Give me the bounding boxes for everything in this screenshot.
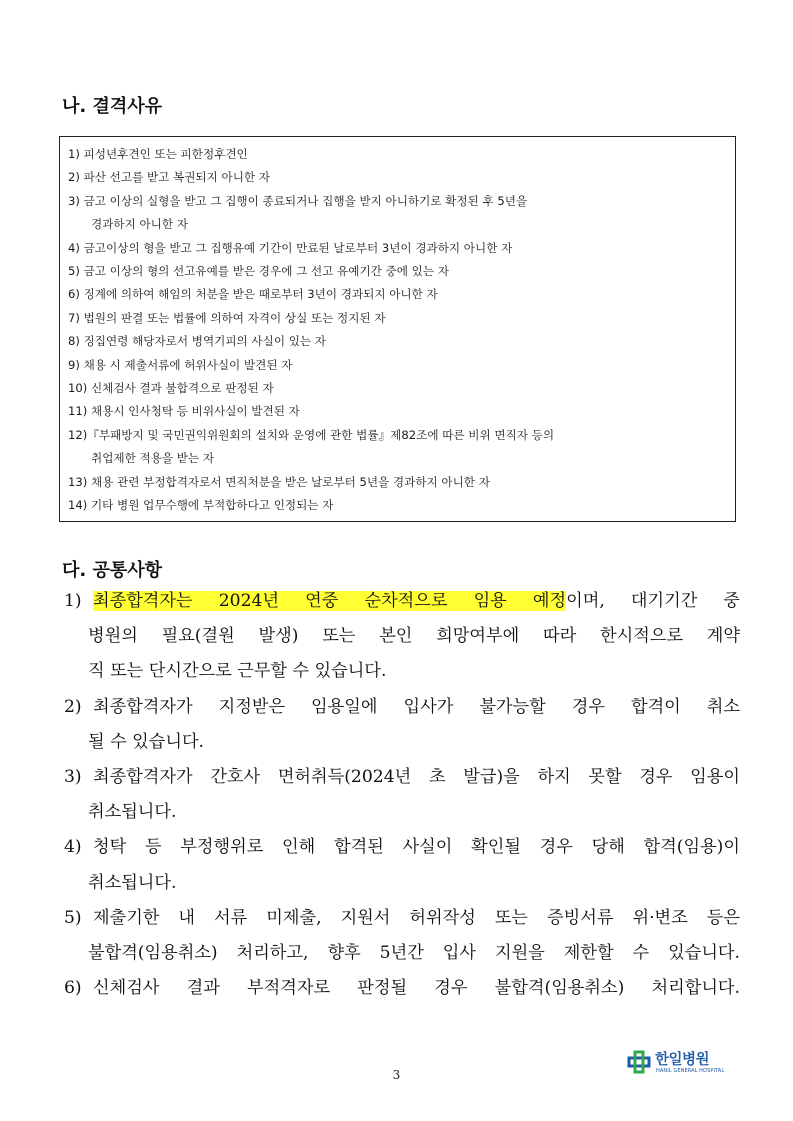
common-item-1-continued: 직 또는 단시간으로 근무할 수 있습니다. [88, 661, 387, 682]
item-text: 이며, 대기기간 중 [566, 591, 740, 611]
disqualification-item: 3) 금고 이상의 실형을 받고 그 집행이 종료되거나 집행을 받지 아니하기로 확정된 후 5년을 [68, 193, 528, 208]
item-number: 4) [64, 837, 82, 858]
section-title-disqualification: 나. 결격사유 [62, 96, 163, 117]
logo-english-text: HANIL GENERAL HOSPITAL [656, 1068, 725, 1074]
item-text: 신체검사 결과 부적격자로 판정될 경우 불합격(임용취소) 처리합니다. [93, 978, 740, 999]
disqualification-item: 6) 징계에 의하여 해임의 처분을 받은 때로부터 3년이 경과되지 아니한 자 [68, 287, 438, 302]
disqualification-item: 14) 기타 병원 업무수행에 부적합하다고 인정되는 자 [68, 498, 334, 513]
common-item-3 [64, 760, 740, 795]
common-item-1 [64, 584, 740, 619]
common-item-5 [64, 901, 740, 936]
disqualification-item: 4) 금고이상의 형을 받고 그 집행유예 기간이 만료된 날로부터 3년이 경과하지 아니한 자 [68, 240, 513, 255]
disqualification-item: 10) 신체검사 결과 불합격으로 판정된 자 [68, 381, 274, 396]
item-number: 3) [64, 767, 82, 788]
common-item-3-continued: 취소됩니다. [88, 802, 177, 823]
hospital-logo [627, 1048, 737, 1078]
disqualification-item: 12)『부패방지 및 국민권익위원회의 설치와 운영에 관한 법률』제82조에 따른 비위 면직자 등의 [68, 427, 555, 442]
common-item-2-continued: 될 수 있습니다. [88, 731, 205, 752]
hospital-cross-icon [627, 1050, 651, 1074]
highlighted-text: 최종합격자는 2024년 연중 순차적으로 임용 예정 [93, 591, 567, 611]
item-number: 6) [64, 978, 82, 999]
item-number: 5) [64, 907, 82, 928]
item-text: 최종합격자가 지정받은 임용일에 입사가 불가능할 경우 합격이 취소 [93, 696, 740, 717]
item-number: 2) [64, 696, 82, 717]
disqualification-item-continued: 경과하지 아니한 자 [91, 217, 188, 232]
item-text: 최종합격자가 간호사 면허취득(2024년 초 발급)을 하지 못할 경우 임용이 [93, 767, 740, 788]
disqualification-item: 9) 채용 시 제출서류에 허위사실이 발견된 자 [68, 357, 293, 372]
page-number: 3 [392, 1068, 401, 1082]
disqualification-item: 8) 징집연령 해당자로서 병역기피의 사실이 있는 자 [68, 334, 327, 349]
item-text: 제출기한 내 서류 미제출, 지원서 허위작성 또는 증빙서류 위·변조 등은 [93, 907, 740, 928]
disqualification-item: 11) 채용시 인사청탁 등 비위사실이 발견된 자 [68, 404, 300, 419]
common-item-6 [64, 971, 740, 1006]
disqualification-item: 1) 피성년후견인 또는 피한정후견인 [68, 147, 248, 161]
common-matters-list [64, 584, 740, 1006]
disqualification-box [59, 136, 736, 522]
common-item-2 [64, 690, 740, 725]
disqualification-item: 5) 금고 이상의 형의 선고유예를 받은 경우에 그 선고 유예기간 중에 있는 자 [68, 264, 449, 279]
item-text: 청탁 등 부정행위로 인해 합격된 사실이 확인될 경우 당해 합격(임용)이 [93, 837, 740, 858]
disqualification-item-continued: 취업제한 적용을 받는 자 [91, 451, 215, 466]
logo-korean-text: 한일병원 [655, 1052, 710, 1068]
disqualification-item: 2) 파산 선고를 받고 복권되지 아니한 자 [68, 170, 271, 185]
item-number: 1) [64, 591, 82, 611]
common-item-4-continued: 취소됩니다. [88, 872, 177, 893]
common-item-1-continued: 병원의 필요(결원 발생) 또는 본인 희망여부에 따라 한시적으로 계약 [88, 626, 740, 647]
disqualification-item: 13) 채용 관련 부정합격자로서 면직처분을 받은 날로부터 5년을 경과하지 아니한 자 [68, 474, 490, 489]
common-item-4 [64, 830, 740, 865]
common-item-5-continued: 불합격(임용취소) 처리하고, 향후 5년간 입사 지원을 제한할 수 있습니다. [88, 943, 740, 964]
disqualification-item: 7) 법원의 판결 또는 법률에 의하여 자격이 상실 또는 정지된 자 [68, 310, 386, 325]
section-title-common-matters: 다. 공통사항 [62, 560, 163, 581]
